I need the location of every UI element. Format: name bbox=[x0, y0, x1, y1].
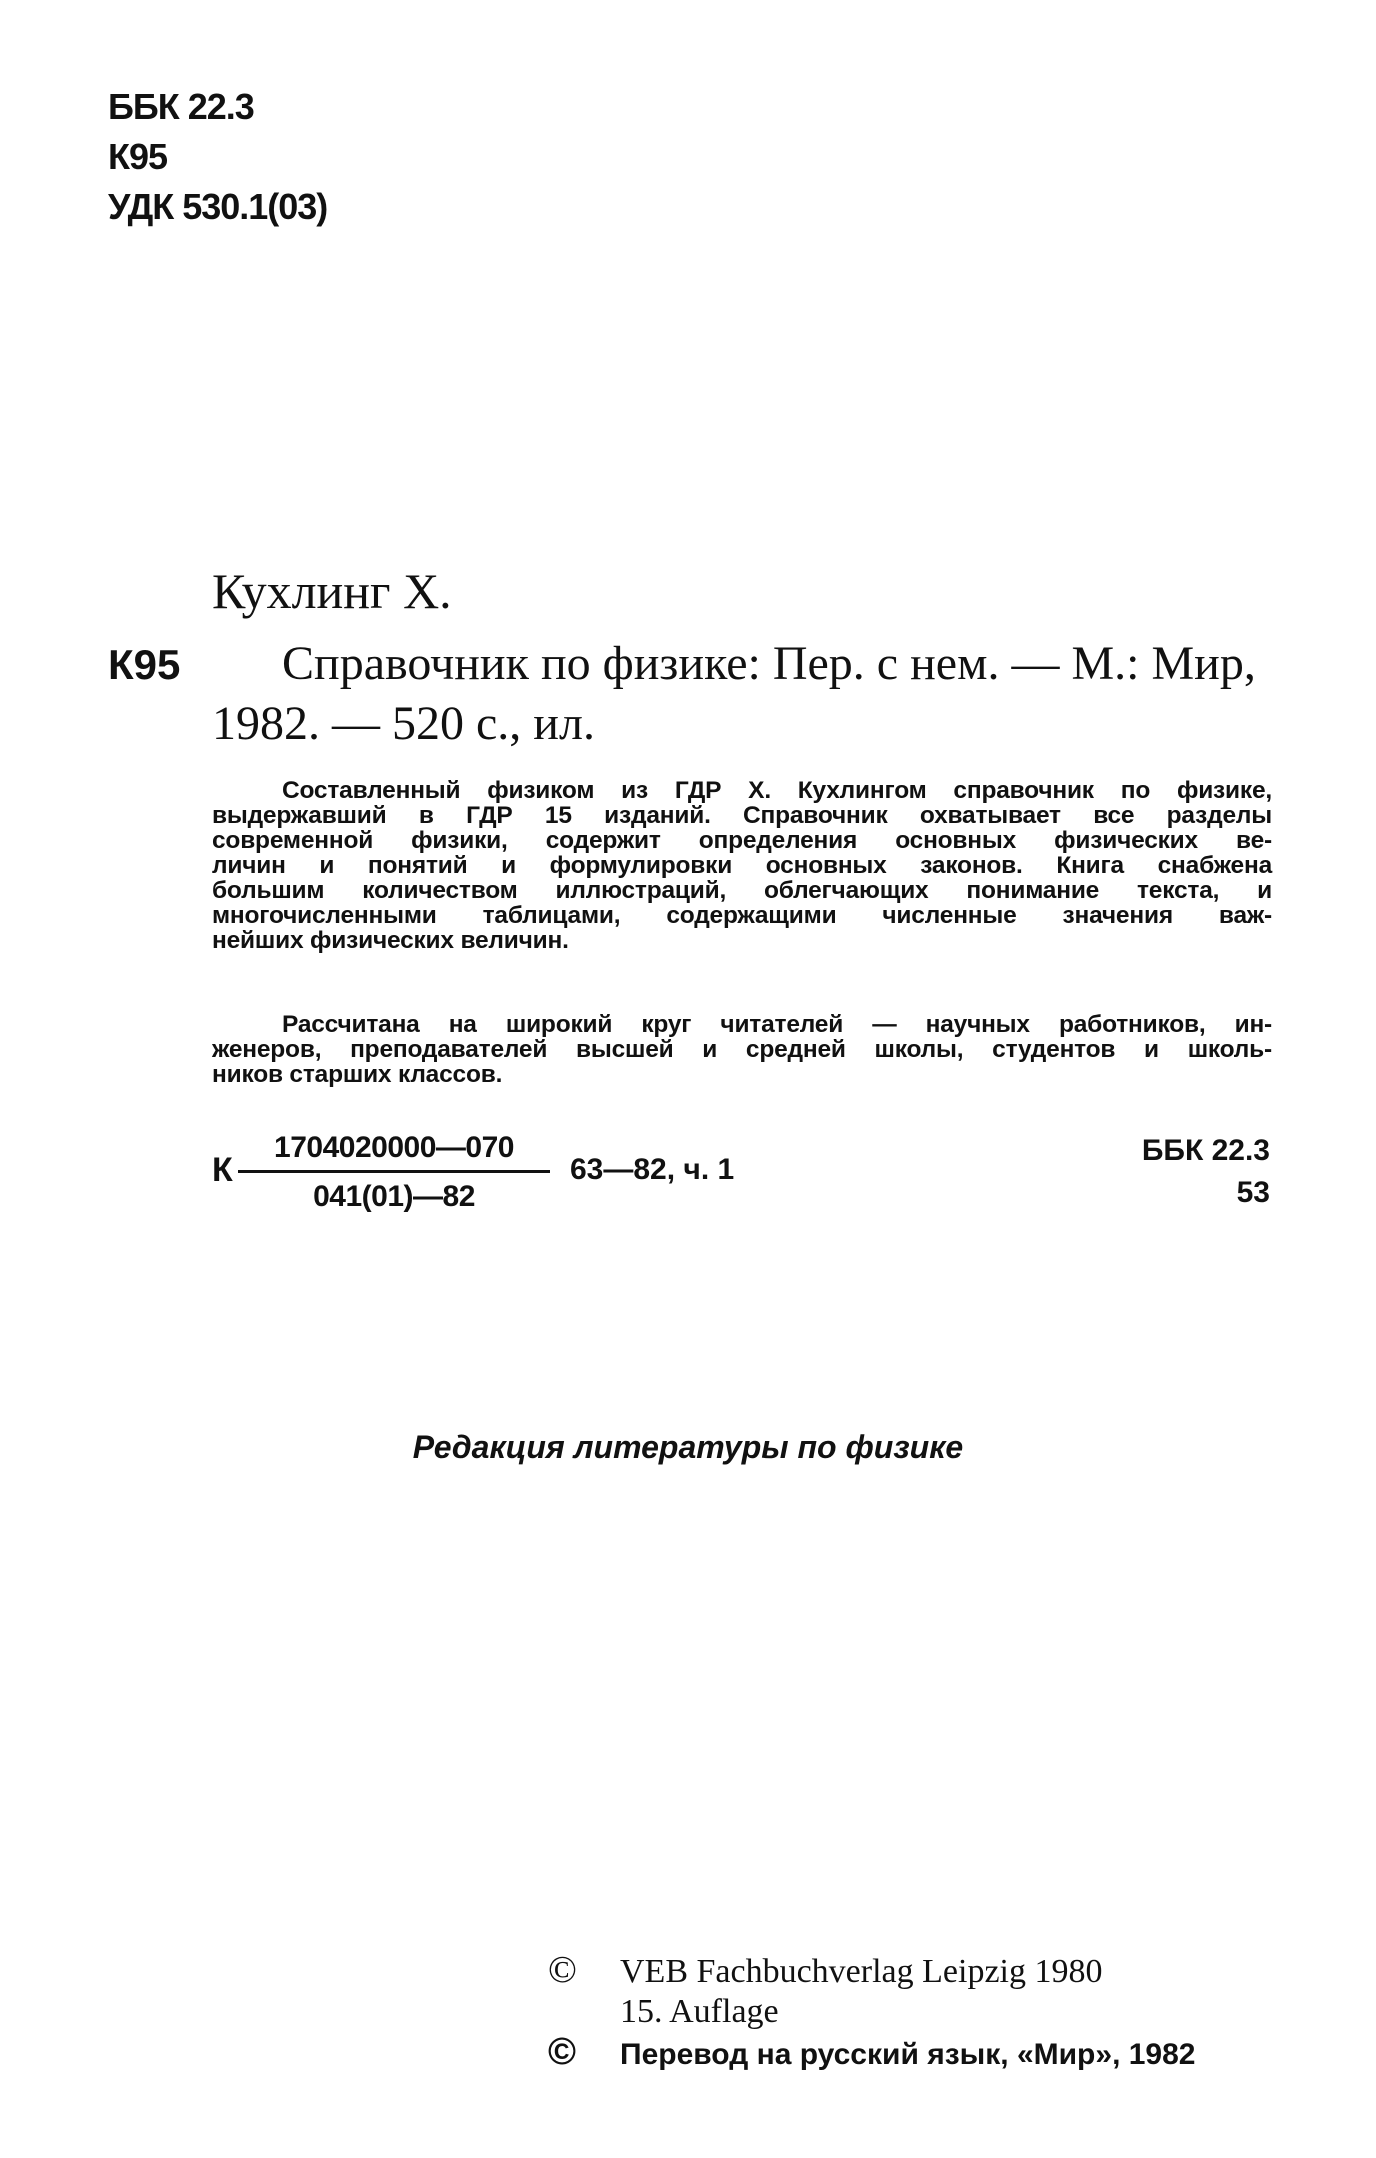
cutter-code: К95 bbox=[108, 136, 168, 177]
copyright-original-text: VEB Fachbuchverlag Leipzig 1980 bbox=[620, 1953, 1103, 1990]
index-denominator: 041(01)—82 bbox=[313, 1180, 475, 1213]
editorial-office: Редакция литературы по физике bbox=[412, 1429, 964, 1465]
annotation-line: Составленный физиком из ГДР Х. Кухлингом справочник по физике, bbox=[282, 777, 1272, 804]
bbk-index-block bbox=[1100, 1130, 1270, 1214]
udk-code: УДК 530.1(03) bbox=[108, 186, 328, 227]
annotation-line: Рассчитана на широкий круг читателей — научных работников, ин- bbox=[282, 1011, 1272, 1038]
bbk-code: ББК 22.3 bbox=[108, 86, 254, 127]
copyright-block bbox=[548, 1950, 1195, 2075]
copyright-translation-text: Перевод на русский язык, «Мир», 1982 bbox=[620, 2038, 1196, 2071]
index-letter: К bbox=[212, 1151, 233, 1189]
index-suffix: 63—82, ч. 1 bbox=[570, 1153, 735, 1186]
annotation-line: личин и понятий и формулировки основных законов. Книга снабжена bbox=[212, 852, 1272, 879]
index-fraction bbox=[238, 1130, 550, 1215]
bbk-index-sub: 53 bbox=[1236, 1176, 1270, 1209]
copyright-icon: © bbox=[548, 1949, 577, 1991]
fraction-bar bbox=[238, 1170, 550, 1173]
annotation-line: большим количеством иллюстраций, облегчающих понимание текста, и bbox=[212, 877, 1272, 904]
annotation-line: многочисленными таблицами, содержащими численные значения важ- bbox=[212, 902, 1272, 929]
annotation-line: женеров, преподавателей высшей и средней школы, студентов и школь- bbox=[212, 1036, 1272, 1063]
annotation-paragraph-2 bbox=[212, 1012, 1272, 1087]
edition-text: 15. Auflage bbox=[620, 1993, 779, 2030]
annotation-line: нейших физических величин. bbox=[212, 927, 569, 954]
copyright-translation bbox=[548, 2032, 1195, 2075]
copyright-icon: © bbox=[548, 2031, 576, 2073]
annotation-paragraph-1 bbox=[212, 778, 1272, 953]
edition-line bbox=[548, 1992, 1195, 2032]
annotation-line: выдержавший в ГДР 15 изданий. Справочник охватывает все разделы bbox=[212, 802, 1272, 829]
imprint-line: 1982. — 520 с., ил. bbox=[212, 697, 595, 750]
copyright-original bbox=[548, 1950, 1195, 1992]
annotation-line: ников старших классов. bbox=[212, 1061, 503, 1088]
bbk-index-label: ББК 22.3 bbox=[1141, 1134, 1270, 1167]
margin-cutter-code: К95 bbox=[108, 641, 181, 688]
bibliographic-description bbox=[212, 634, 1272, 754]
index-numerator: 1704020000—070 bbox=[274, 1131, 514, 1164]
author-name: Кухлинг Х. bbox=[212, 563, 452, 619]
annotation-line: современной физики, содержит определения основных физических ве- bbox=[212, 827, 1272, 854]
classification-block bbox=[108, 82, 327, 232]
title-line: Справочник по физике: Пер. с нем. — М.: Мир, bbox=[282, 637, 1256, 690]
